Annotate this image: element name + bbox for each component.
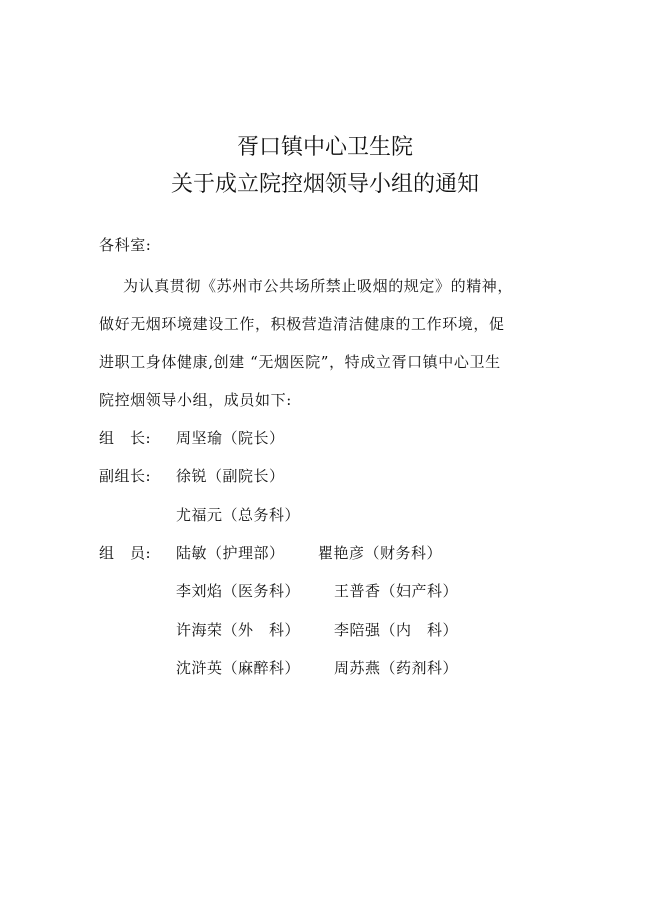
body-paragraph-line-4: 院控烟领导小组，成员如下: (99, 391, 292, 409)
body-paragraph-line-3: 进职工身体健康,创建 “无烟医院”，特成立胥口镇中心卫生 (99, 353, 501, 371)
leader-role-label: 组 长: (99, 429, 152, 447)
deputy-name-2: 尤福元（总务科） (176, 506, 301, 524)
deputy-name-1: 徐锐（副院长） (176, 467, 285, 485)
salutation: 各科室: (99, 236, 152, 254)
document-title-line-1: 胥口镇中心卫生院 (236, 135, 413, 160)
member-name: 李陪强（内 科） (334, 621, 459, 639)
leader-name: 周坚瑜（院长） (176, 429, 285, 447)
body-paragraph-line-1: 为认真贯彻《苏州市公共场所禁止吸烟的规定》的精神， (123, 277, 514, 295)
member-name: 沈浒英（麻醉科） (176, 659, 301, 677)
member-name: 许海荣（外 科） (176, 621, 301, 639)
member-name: 周苏燕（药剂科） (334, 659, 459, 677)
member-name: 陆敏（护理部） (176, 544, 285, 562)
member-name: 王普香（妇产科） (334, 582, 459, 600)
deputy-role-label: 副组长: (99, 467, 152, 485)
member-name: 李刘焰（医务科） (176, 582, 301, 600)
members-role-label: 组 员: (99, 544, 152, 562)
body-paragraph-line-2: 做好无烟环境建设工作，积极营造清洁健康的工作环境，促 (99, 315, 505, 333)
member-name: 瞿艳彦（财务科） (318, 544, 443, 562)
document-title-line-2: 关于成立院控烟领导小组的通知 (170, 172, 479, 197)
